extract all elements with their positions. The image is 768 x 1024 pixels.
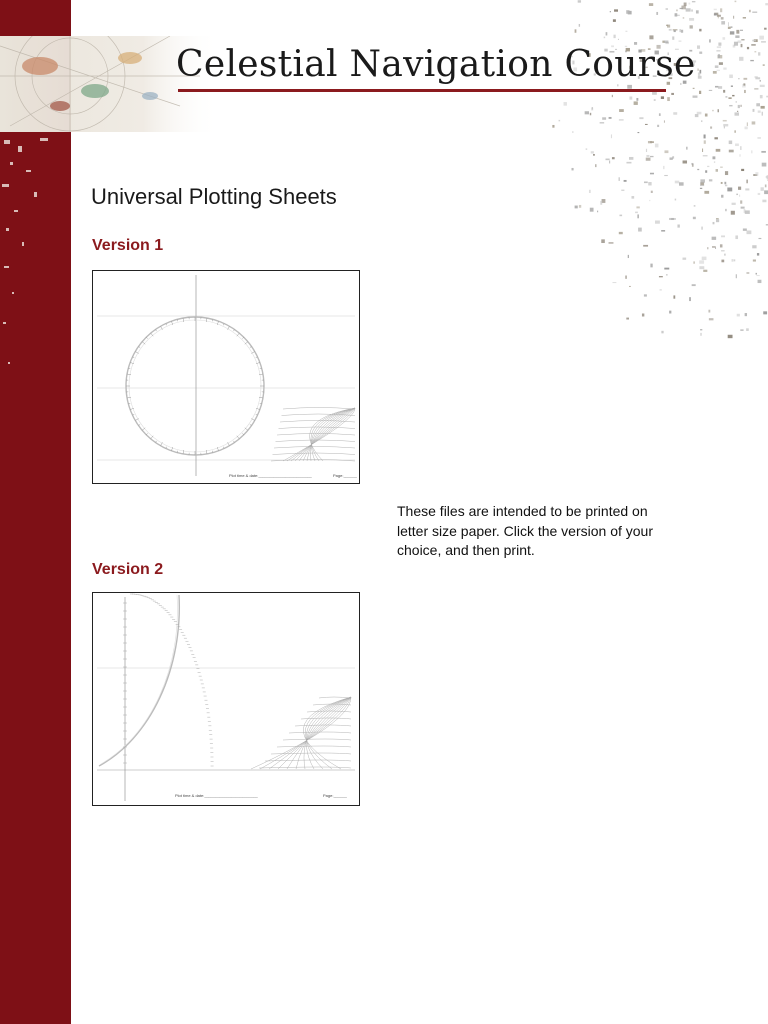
version-2-heading: Version 2 (92, 561, 164, 578)
plotting-sheet-1-thumbnail (93, 271, 359, 483)
plotting-sheet-2-thumbnail (93, 593, 359, 805)
page-title: Universal Plotting Sheets (91, 184, 337, 209)
version-1-heading: Version 1 (92, 237, 164, 254)
printing-instructions: These files are intended to be printed on letter size paper. Click the version of your choice, and then print. (397, 503, 654, 558)
version-2-plotting-sheet-link[interactable] (92, 592, 360, 806)
version-2-page-label: Page:______ (323, 793, 347, 798)
version-1-plot-time-label: Plot time & date:________________________ (229, 473, 312, 478)
version-1-page-label: Page:______ (333, 473, 357, 478)
version-2-plot-time-label: Plot time & date:________________________ (175, 793, 258, 798)
sidebar-speckle-decoration (0, 132, 71, 452)
title-underline (178, 89, 666, 92)
version-1-plotting-sheet-link[interactable] (92, 270, 360, 484)
site-title: Celestial Navigation Course (176, 44, 696, 85)
